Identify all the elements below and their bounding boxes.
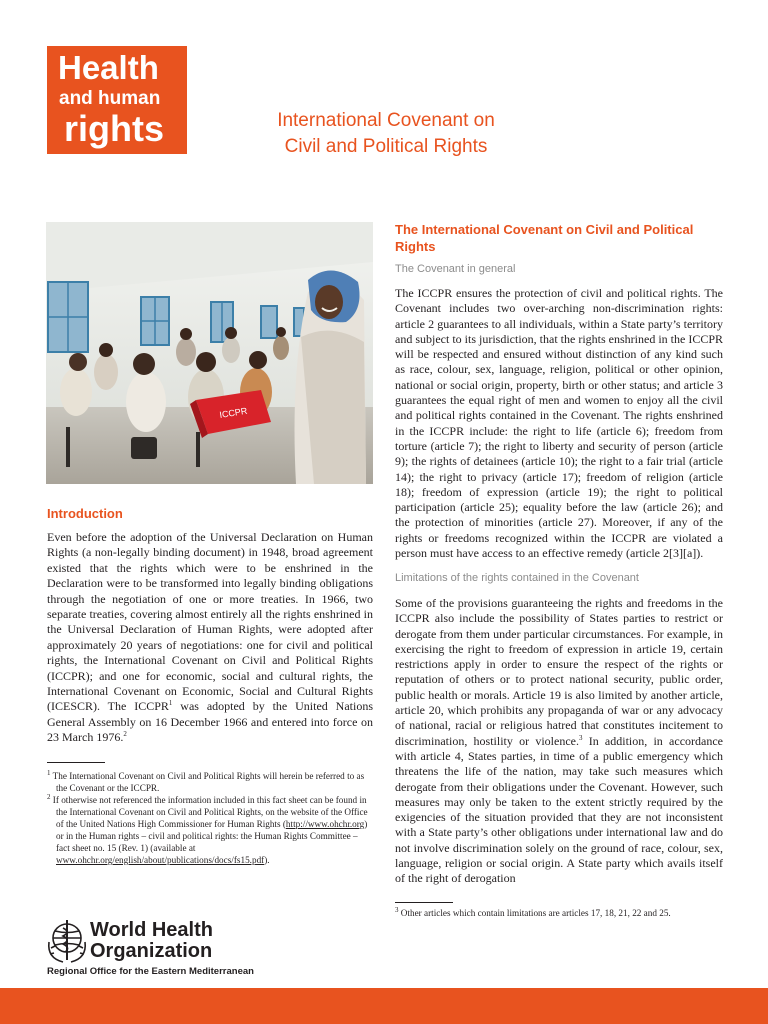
footnote-2-number: 2 xyxy=(47,792,51,801)
logo-line-3: rights xyxy=(64,108,165,149)
footnote-ref-2: 2 xyxy=(123,730,127,739)
document-title xyxy=(226,108,546,160)
title-line-1: International Covenant on xyxy=(277,110,495,131)
footnote-2 xyxy=(47,794,373,866)
footnote-ref-3: 3 xyxy=(578,733,583,742)
limitations-paragraph xyxy=(395,596,723,887)
footnote-3-number: 3 xyxy=(395,905,399,914)
footnote-3-text: Other articles which contain limitations are articles 17, 18, 21, 22 and 25. xyxy=(400,908,671,918)
logo-line-1: Health xyxy=(58,49,159,86)
bottom-accent-bar xyxy=(0,988,768,1024)
health-human-rights-logo xyxy=(47,46,187,154)
footnote-1 xyxy=(47,770,373,794)
footnote-divider xyxy=(47,762,105,763)
covenant-heading: The International Covenant on Civil and Political Rights xyxy=(395,222,694,254)
introduction-heading: Introduction xyxy=(47,506,123,521)
intro-text-part-1: Even before the adoption of the Universal Declaration on Human Rights (a non-legally binding document) in 1948, broad agreement existed that the rights which were to be enshrined in the Declaration were to be transformed into legally binding obligations through the negotiation of one or more treaties. In 1966, two separate treaties, covering almost entirely all the rights enshrined in the Universal Declaration of Human Rights, were adopted after approximately 20 years of negotiations: one for civil and political rights, the International Covenant on Civil and Political Rights (ICCPR); and one for economic, social and cultural rights, the International Covenant on Economic, Social and Cultural Rights (ICESCR). The ICCPR xyxy=(47,530,373,714)
limitations-subheading: Limitations of the rights contained in the Covenant xyxy=(395,572,639,584)
footnote-2-text-c: ). xyxy=(264,855,270,865)
who-name xyxy=(90,920,213,962)
covenant-general-paragraph: The ICCPR ensures the protection of civil and political rights. The Covenant includes two over-arching non-discrimination rights: article 2 guarantees to all individuals, within a State party’s territory and subject to its jurisdiction, that the rights enshrined in the ICCPR will be respected and ensured without distinction of any kind such as race, colour, sex, language, religion, political or other opinion, national or social origin, property, birth or other status; and article 3 guarantees the equal right of men and women to enjoy all the civil and political rights contained in the Covenant. The rights enshrined in the ICCPR include: the right to life (article 6); freedom from torture (article 7); the right to liberty and security of person (article 9); the rights of detainees (article 10); the right to a fair trial (article 14); the right to privacy (article 17); freedom of religion (article 18); freedom of expression (article 19); the right to political participation (article 25); equality before the law (article 26); and the protection of minorities (article 27). Moreover, if any of the rights or freedoms recognized within the ICCPR are violated a person must have access to an effective remedy (article 2[3][a]). xyxy=(395,286,723,561)
left-footnotes xyxy=(47,770,373,866)
ohchr-link[interactable]: http://www.ohchr.org xyxy=(285,819,365,829)
covenant-general-subheading: The Covenant in general xyxy=(395,263,516,275)
footnote-ref-1: 1 xyxy=(168,699,173,708)
book-cover-text: ICCPR xyxy=(218,405,248,420)
footnote-2-text-a: If otherwise not referenced the information included in this fact sheet can be found in the International Covenant on Civil and Political Rights, on the website of the Office of the United Nations High Commissioner for Human Rights ( xyxy=(52,795,368,829)
right-footnote-divider xyxy=(395,902,453,903)
introduction-body xyxy=(47,530,373,746)
who-regional-office: Regional Office for the Eastern Mediterranean xyxy=(47,966,254,977)
footnote-3 xyxy=(395,905,725,918)
footnote-1-text: The International Covenant on Civil and Political Rights will herein be referred to as the Covenant or the ICCPR. xyxy=(52,771,365,793)
intro-text-part-2: was adopted by the United Nations General Assembly on 16 December 1966 and entered into force on 23 March 1976. xyxy=(47,699,373,745)
footnote-1-number: 1 xyxy=(47,768,51,777)
title-line-2: Civil and Political Rights xyxy=(284,136,488,157)
classroom-photo xyxy=(46,222,373,484)
limitations-text-part-1: Some of the provisions guaranteeing the rights and freedoms in the ICCPR also include the possibility of States parties to restrict or derogate from them under particular circumstances. For example, in exercising the right to freedom of expression in article 19, certain restrictions apply in order to ensure the respect of the rights or reputation of others or to protect national security, public order, public health or morals. Article 19 is also limited by another article, article 20, which prohibits any propaganda of war or any advocacy of national, racial or religious hatred that constitutes incitement to discrimination, hostility or violence. xyxy=(395,596,723,748)
fact-sheet-link[interactable]: www.ohchr.org/english/about/publications/docs/fs15.pdf xyxy=(56,855,265,865)
logo-line-2: and human xyxy=(59,88,161,109)
who-name-line-1: World Health xyxy=(90,919,213,941)
limitations-text-part-2: In addition, in accordance with article 4, States parties, in time of a public emergency which threatens the life of the nation, may take such measures which derogate from their obligations under the Covenant. However, such measures may only be taken to the extent strictly required by the exigencies of the situation provided that they are not inconsistent with a State party’s other obligations under international law and do not involve discrimination solely on the ground of race, colour, sex, language, religion or social origin. A State party which avails itself of the right of derogation xyxy=(395,733,723,886)
who-name-line-2: Organization xyxy=(90,940,213,962)
footnote-2-text-b: ) or in the Human rights – civil and political rights: the Human Rights Committee – fact sheet no. 15 (Rev. 1) (available at xyxy=(56,819,368,853)
